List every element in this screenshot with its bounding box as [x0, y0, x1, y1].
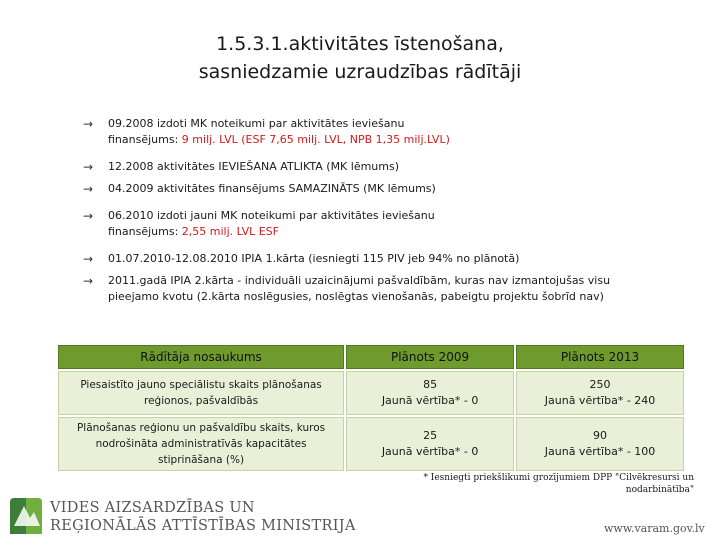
bullet-item: → 04.2009 aktivitātes finansējums SAMAZINĀTS (MK lēmums) [83, 182, 436, 196]
bullet-item: → 09.2008 izdoti MK noteikumi par aktivitātes ieviešanu finansējums: 9 milj. LVL (ESF 7,65 milj. LVL, NPB 1,35 milj.LVL) [83, 117, 450, 146]
arrow-right-icon: → [83, 160, 94, 174]
funding-highlight: 2,55 milj. LVL ESF [181, 225, 279, 238]
arrow-right-icon: → [83, 182, 94, 196]
plan-2013-cell: 250 Jaunā vērtība* - 240 [516, 371, 684, 415]
indicator-name: Piesaistīto jauno speciālistu skaits plānošanas reģionos, pašvaldībās [58, 371, 344, 415]
ministry-name: VIDES AIZSARDZĪBAS UN REĢIONĀLĀS ATTĪSTĪBAS MINISTRIJA [50, 500, 356, 534]
website-url: www.varam.gov.lv [604, 522, 705, 535]
arrow-right-icon: → [83, 117, 94, 131]
indicator-name: Plānošanas reģionu un pašvaldību skaits, kuros nodrošināta administratīvās kapacitātes stiprināšana (%) [58, 417, 344, 471]
bullet-item: → 01.07.2010-12.08.2010 IPIA 1.kārta (iesniegti 115 PIV jeb 94% no plānotā) [83, 252, 520, 266]
table-row [58, 417, 684, 471]
plan-2009-cell: 25 Jaunā vērtība* - 0 [346, 417, 514, 471]
column-header: Rādītāja nosaukums [58, 345, 344, 369]
footnote: * Iesniegti priekšlikumi grozījumiem DPP "Cilvēkresursi un nodarbinātība" [423, 473, 694, 495]
arrow-right-icon: → [83, 252, 94, 266]
bullet-list [83, 116, 643, 316]
arrow-right-icon: → [83, 209, 94, 223]
bullet-item: → 06.2010 izdoti jauni MK noteikumi par aktivitātes ieviešanu finansējums: 2,55 milj. LVL ESF [83, 209, 435, 238]
bullet-item: → 12.2008 aktivitātes IEVIEŠANA ATLIKTA (MK lēmums) [83, 160, 400, 174]
indicators-table [56, 343, 686, 473]
ministry-logo-icon [6, 496, 46, 536]
title-line-1: 1.5.3.1.aktivitātes īstenošana, [216, 33, 504, 55]
table-row [58, 371, 684, 415]
arrow-right-icon: → [83, 274, 94, 288]
table-header-row [58, 345, 684, 369]
bullet-item: → 2011.gadā IPIA 2.kārta - individuāli uzaicinājumi pašvaldībām, kuras nav izmantojušas visu pieejamo kvotu (2.kārta noslēgusies, noslēgtas vienošanās, pabeigtu projektu šobrīd nav) [83, 274, 611, 303]
column-header: Plānots 2013 [516, 345, 684, 369]
plan-2009-cell: 85 Jaunā vērtība* - 0 [346, 371, 514, 415]
page-title [0, 30, 720, 86]
plan-2013-cell: 90 Jaunā vērtība* - 100 [516, 417, 684, 471]
title-line-2: sasniedzamie uzraudzības rādītāji [198, 61, 522, 83]
funding-highlight: 9 milj. LVL (ESF 7,65 milj. LVL, NPB 1,35 milj.LVL) [181, 133, 450, 146]
column-header: Plānots 2009 [346, 345, 514, 369]
